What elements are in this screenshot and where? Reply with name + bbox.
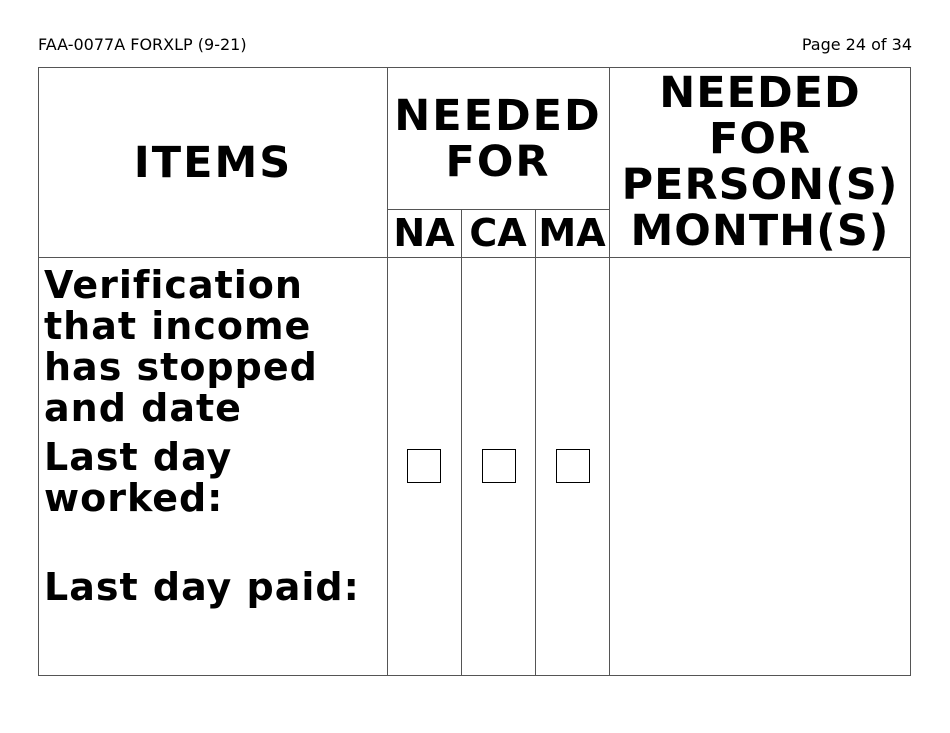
column-header-needed-for-line: FOR bbox=[445, 136, 551, 187]
grid-line bbox=[535, 209, 536, 675]
column-header-needed-for bbox=[387, 68, 609, 209]
last-day-worked-line: Last day bbox=[44, 435, 233, 479]
checkbox-ca[interactable] bbox=[482, 449, 516, 483]
item-description bbox=[44, 265, 384, 608]
checkbox-na[interactable] bbox=[407, 449, 441, 483]
spacer bbox=[44, 519, 384, 567]
column-header-person-line: PERSON(S) bbox=[621, 160, 899, 210]
item-description-line: that income bbox=[44, 304, 312, 348]
subheader-na bbox=[387, 209, 461, 257]
subheader-ca-label: CA bbox=[469, 211, 527, 255]
checkbox-ma[interactable] bbox=[556, 449, 590, 483]
item-description-line: has stopped bbox=[44, 345, 318, 389]
subheader-ma bbox=[535, 209, 609, 257]
column-header-person-line: MONTH(S) bbox=[630, 206, 890, 256]
column-header-person-line: NEEDED bbox=[659, 68, 861, 118]
grid-line bbox=[461, 209, 462, 675]
column-header-needed-for-line: NEEDED bbox=[394, 90, 602, 141]
form-id: FAA-0077A FORXLP (9-21) bbox=[38, 35, 247, 54]
column-header-items-label: ITEMS bbox=[133, 137, 293, 188]
item-description-line: and date bbox=[44, 386, 242, 430]
person-months-field[interactable] bbox=[610, 258, 910, 675]
subheader-na-label: NA bbox=[393, 211, 455, 255]
item-description-line: Verification bbox=[44, 263, 303, 307]
column-header-person-line: FOR bbox=[708, 114, 812, 164]
last-day-worked-line: worked: bbox=[44, 476, 224, 520]
subheader-ma-label: MA bbox=[538, 211, 606, 255]
page-number: Page 24 of 34 bbox=[801, 35, 912, 54]
column-header-items bbox=[39, 68, 387, 257]
column-header-person-months bbox=[609, 68, 911, 257]
subheader-ca bbox=[461, 209, 535, 257]
items-table bbox=[38, 67, 911, 676]
last-day-paid-label: Last day paid: bbox=[44, 565, 360, 609]
